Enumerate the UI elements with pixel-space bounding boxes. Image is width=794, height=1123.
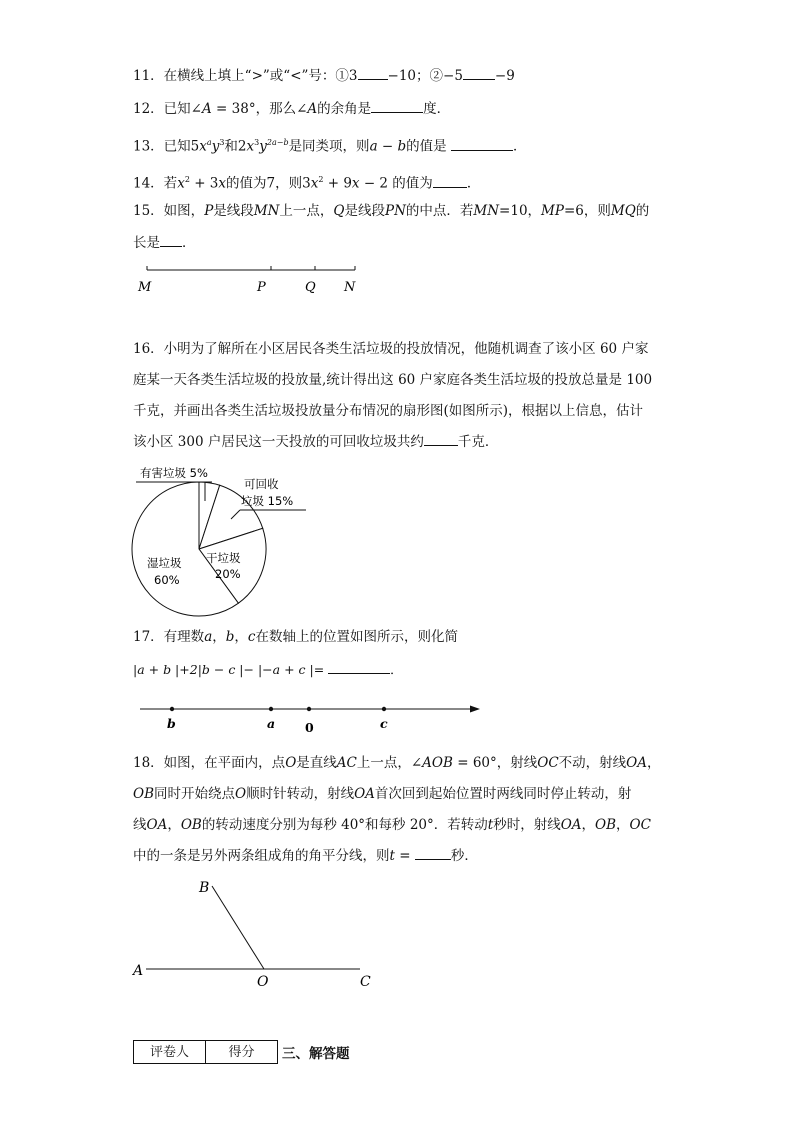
section-title: 三、解答题 <box>282 1046 350 1062</box>
score-cell: 得分 <box>205 1041 277 1063</box>
pie-label-recyclable: 垃圾 15% <box>241 494 294 508</box>
axis-label-zero: 0 <box>305 720 314 735</box>
answer-blank[interactable] <box>451 137 513 151</box>
score-box <box>133 1040 278 1064</box>
point-label: C <box>360 974 371 990</box>
answer-blank[interactable] <box>415 846 451 860</box>
answer-blank[interactable] <box>160 233 182 247</box>
question-17-line1: 17．有理数a，b，c在数轴上的位置如图所示，则化简 <box>133 629 458 645</box>
question-18-line4: 中的一条是另外两条组成角的角平分线，则t = 秒． <box>133 848 478 864</box>
angle-figure <box>128 872 388 994</box>
pie-chart <box>128 460 328 620</box>
segment-figure <box>130 260 370 300</box>
point-label: N <box>344 280 356 295</box>
answer-blank[interactable] <box>424 432 458 446</box>
answer-blank[interactable] <box>371 99 423 113</box>
question-13: 13．已知$5x^ay^3$和$2x^3y^{2a-b}$是同类项，则a − b的值是 ． <box>133 138 527 155</box>
question-15-line1: 15．如图，P是线段MN上一点，Q是线段PN的中点．若MN=10，MP=6，则MQ的 <box>133 203 650 219</box>
question-18-line3: 线OA，OB的转动速度分别为每秒 40°和每秒 20°．若转动t秒时，射线OA，OB，OC <box>133 817 651 833</box>
point-label: A <box>133 963 144 979</box>
pie-label-wet: 60% <box>154 573 180 587</box>
pie-label-dry: 20% <box>215 567 241 581</box>
answer-blank[interactable] <box>358 66 388 80</box>
question-17-line2: |a + b |+2|b − c |− |−a + c |= ． <box>133 662 403 677</box>
answer-blank[interactable] <box>328 660 390 674</box>
point-label: B <box>199 880 210 896</box>
pie-label-harmful: 有害垃圾 5% <box>140 466 208 480</box>
number-line <box>140 698 485 738</box>
question-14: 14．若$x^2 + 3x$的值为7，则$3x^2 + 9x - 2$ 的值为 ． <box>133 175 481 192</box>
point-label: M <box>138 280 152 295</box>
question-18-line1: 18．如图，在平面内，点O是直线AC上一点，∠AOB = 60°，射线OC不动，射线OA， <box>133 755 661 771</box>
question-16-line3: 千克，并画出各类生活垃圾投放量分布情况的扇形图(如图所示)，根据以上信息，估计 <box>133 403 644 419</box>
point-label: P <box>257 280 266 295</box>
answer-blank[interactable] <box>433 174 467 188</box>
pie-label-wet: 湿垃圾 <box>147 556 182 570</box>
arrow-icon <box>470 706 480 713</box>
question-11: 11．在横线上填上“>”或“<”号：①3 −10；②−5 −9 <box>133 68 515 84</box>
axis-label-c: c <box>380 716 388 731</box>
axis-label-b: b <box>167 716 176 731</box>
question-15-line2: 长是 ． <box>133 235 196 251</box>
pie-label-dry: 干垃圾 <box>206 551 241 565</box>
axis-label-a: a <box>267 716 276 731</box>
answer-blank[interactable] <box>463 66 495 80</box>
question-16-line1: 16．小明为了解所在小区居民各类生活垃圾的投放情况，他随机调查了该小区 60 户家 <box>133 341 649 357</box>
question-16-line4: 该小区 300 户居民这一天投放的可回收垃圾共约 千克． <box>133 434 499 450</box>
pie-label-recyclable: 可回收 <box>244 477 279 491</box>
point-label: Q <box>305 280 316 295</box>
question-16-line2: 庭某一天各类生活垃圾的投放量,统计得出这 60 户家庭各类生活垃圾的投放总量是 100 <box>133 372 653 388</box>
question-18-line2: OB同时开始绕点O顺时针转动，射线OA首次回到起始位置时两线同时停止转动，射 <box>133 786 632 802</box>
grader-cell: 评卷人 <box>149 1045 189 1060</box>
question-12: 12．已知∠A = 38°，那么∠A的余角是 度． <box>133 101 451 117</box>
point-label: O <box>257 974 269 990</box>
